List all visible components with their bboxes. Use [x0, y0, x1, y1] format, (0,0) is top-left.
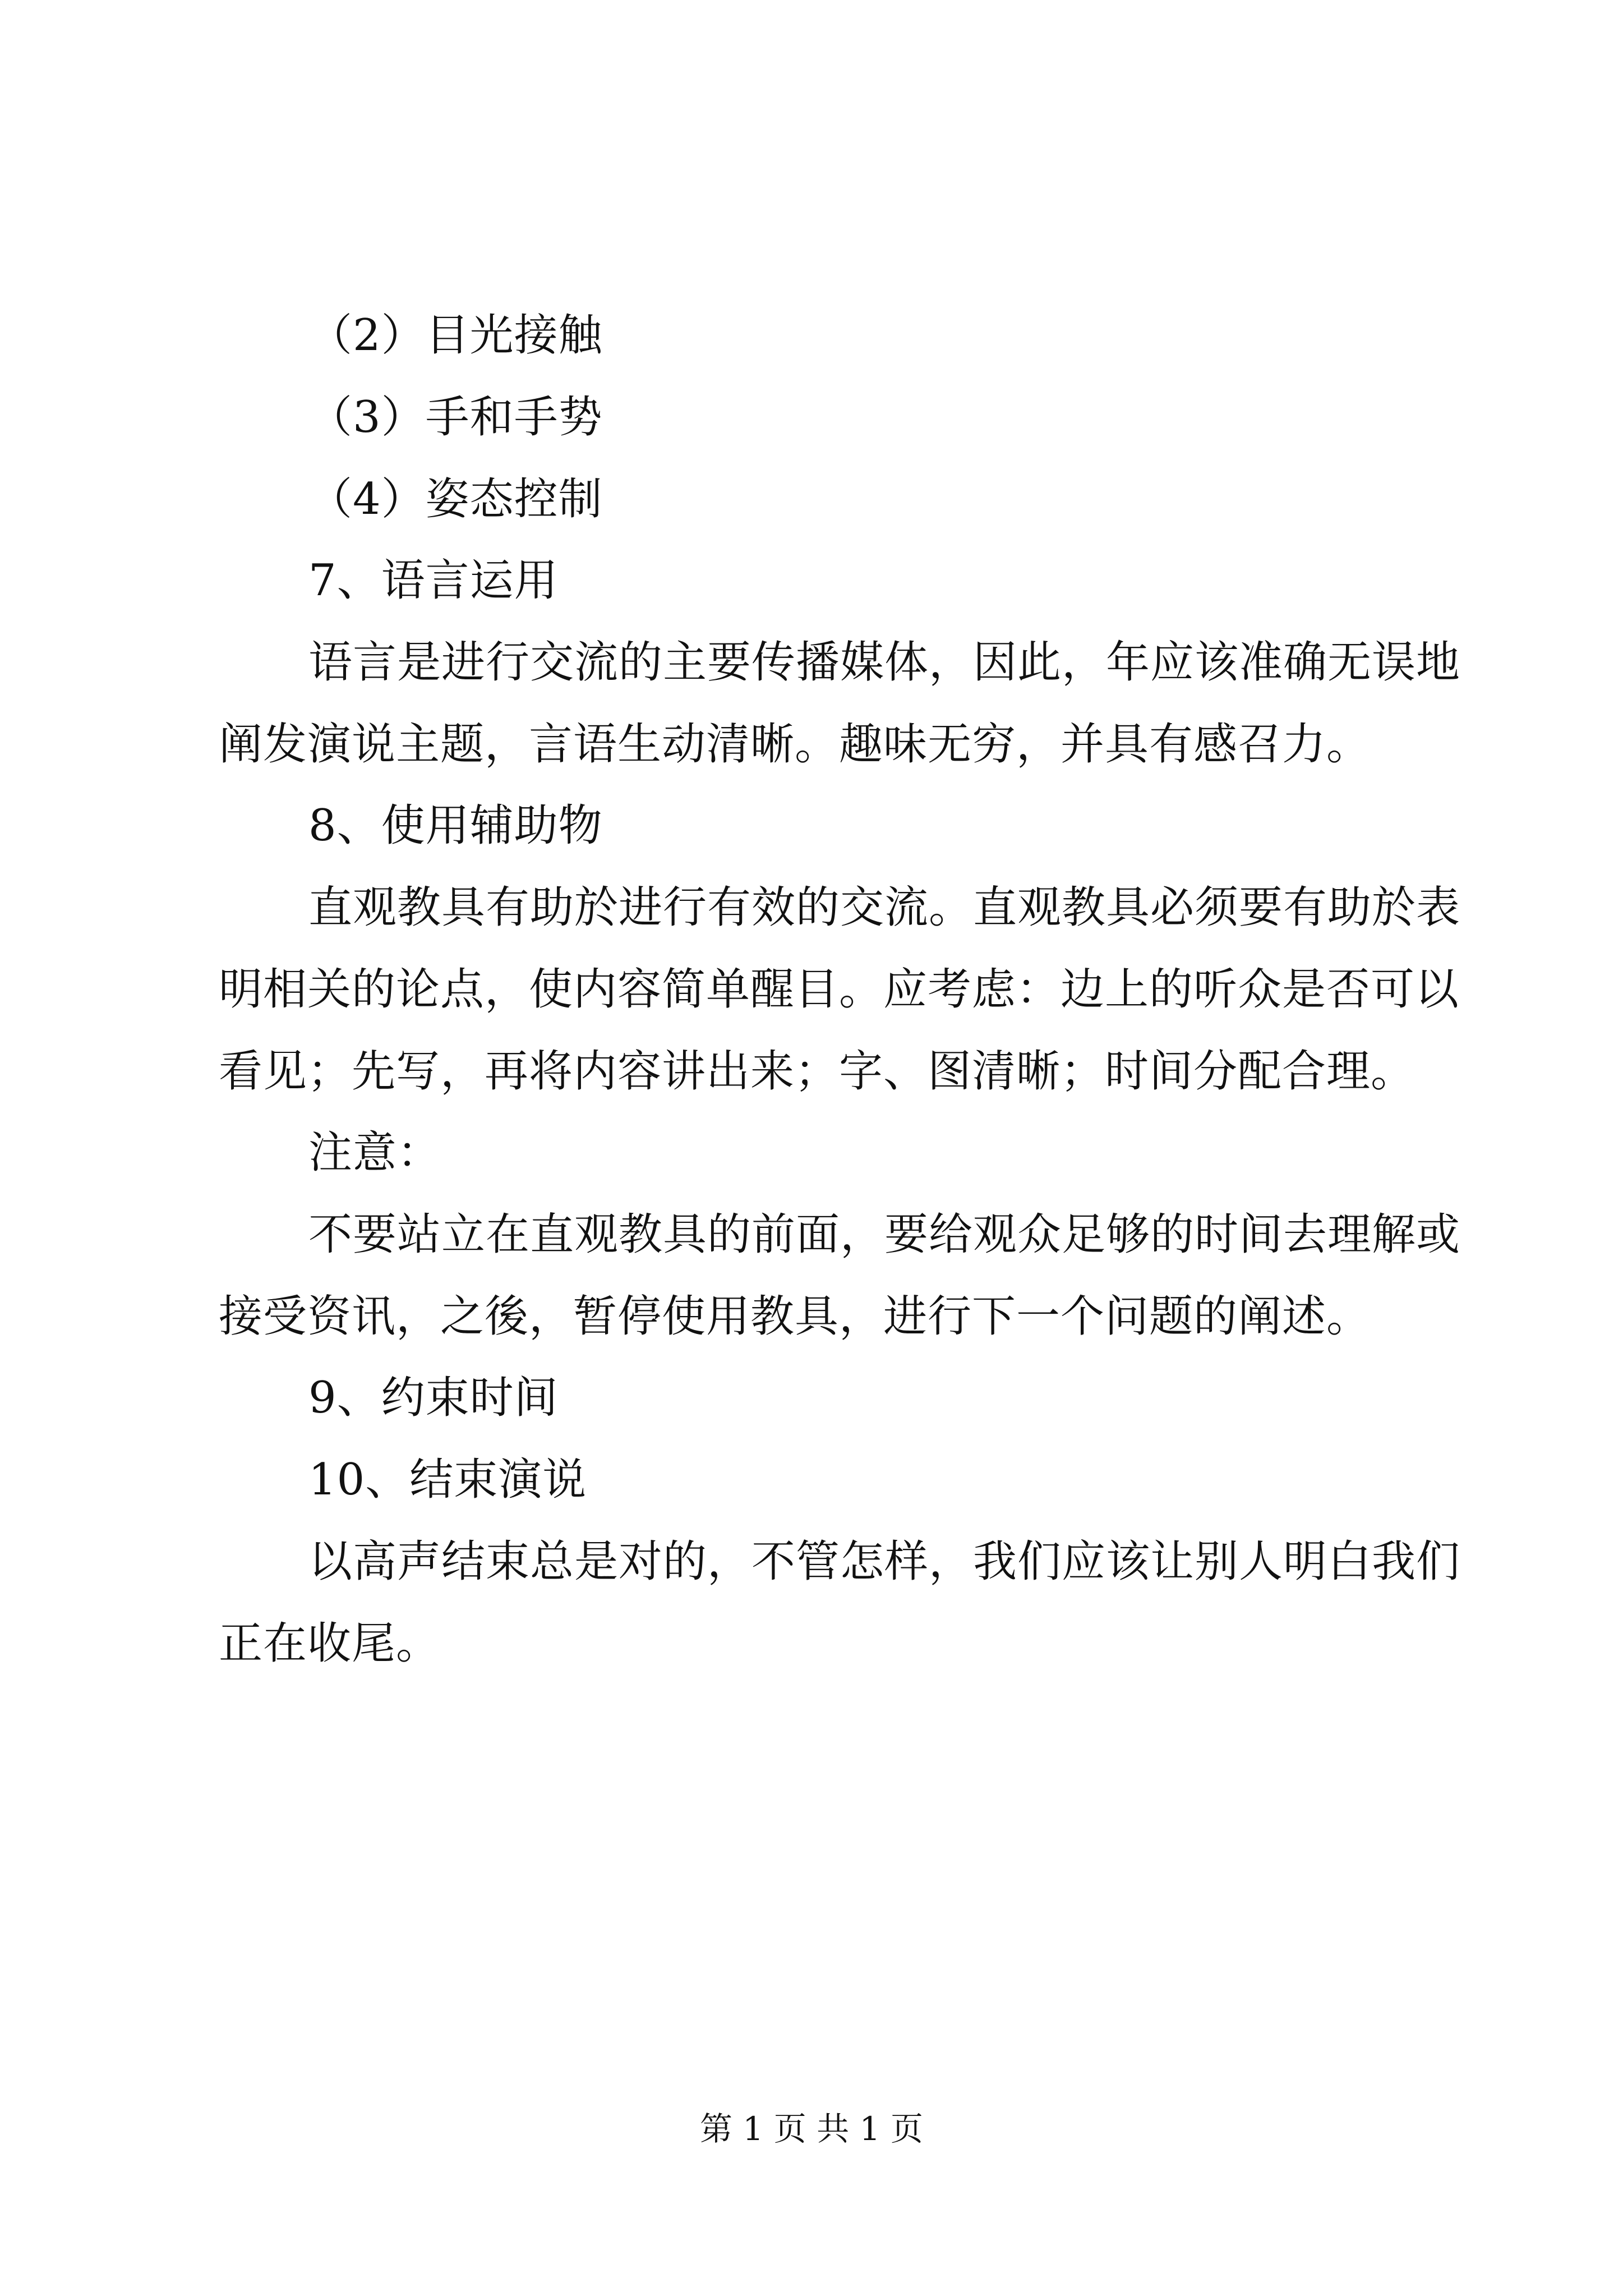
page-footer: 第 1 页 共 1 页	[700, 2110, 923, 2148]
list-item-hand-gestures: （3）手和手势	[308, 392, 603, 443]
paragraph-language-line-2: 阐发演说主题，言语生动清晰。趣味无穷，并具有感召力。	[219, 719, 1371, 770]
paragraph-aids-line-3: 看见；先写，再将内容讲出来；字、图清晰；时间分配合理。	[219, 1046, 1415, 1097]
section-heading-aids: 8、使用辅助物	[308, 800, 603, 851]
section-heading-time: 9、约束时间	[308, 1373, 559, 1423]
paragraph-note-line-1: 不要站立在直观教具的前面，要给观众足够的时间去理解或	[308, 1209, 1461, 1260]
list-item-eye-contact: （2）目光接触	[308, 310, 603, 361]
paragraph-aids-line-1: 直观教具有助於进行有效的交流。直观教具必须要有助於表	[308, 882, 1461, 933]
note-heading: 注意：	[308, 1128, 442, 1178]
section-heading-language: 7、语言运用	[308, 555, 559, 606]
paragraph-language-line-1: 语言是进行交流的主要传播媒体，因此，年应该准确无误地	[308, 637, 1461, 688]
paragraph-ending-line-2: 正在收尾。	[219, 1618, 441, 1669]
section-heading-ending: 10、结束演说	[308, 1455, 587, 1505]
list-item-posture: （4）姿态控制	[308, 474, 603, 524]
paragraph-note-line-2: 接受资讯，之後，暂停使用教具，进行下一个问题的阐述。	[219, 1291, 1371, 1342]
paragraph-ending-line-1: 以高声结束总是对的，不管怎样，我们应该让别人明白我们	[308, 1536, 1461, 1587]
paragraph-aids-line-2: 明相关的论点，使内容简单醒目。应考虑：边上的听众是否可以	[219, 964, 1460, 1015]
